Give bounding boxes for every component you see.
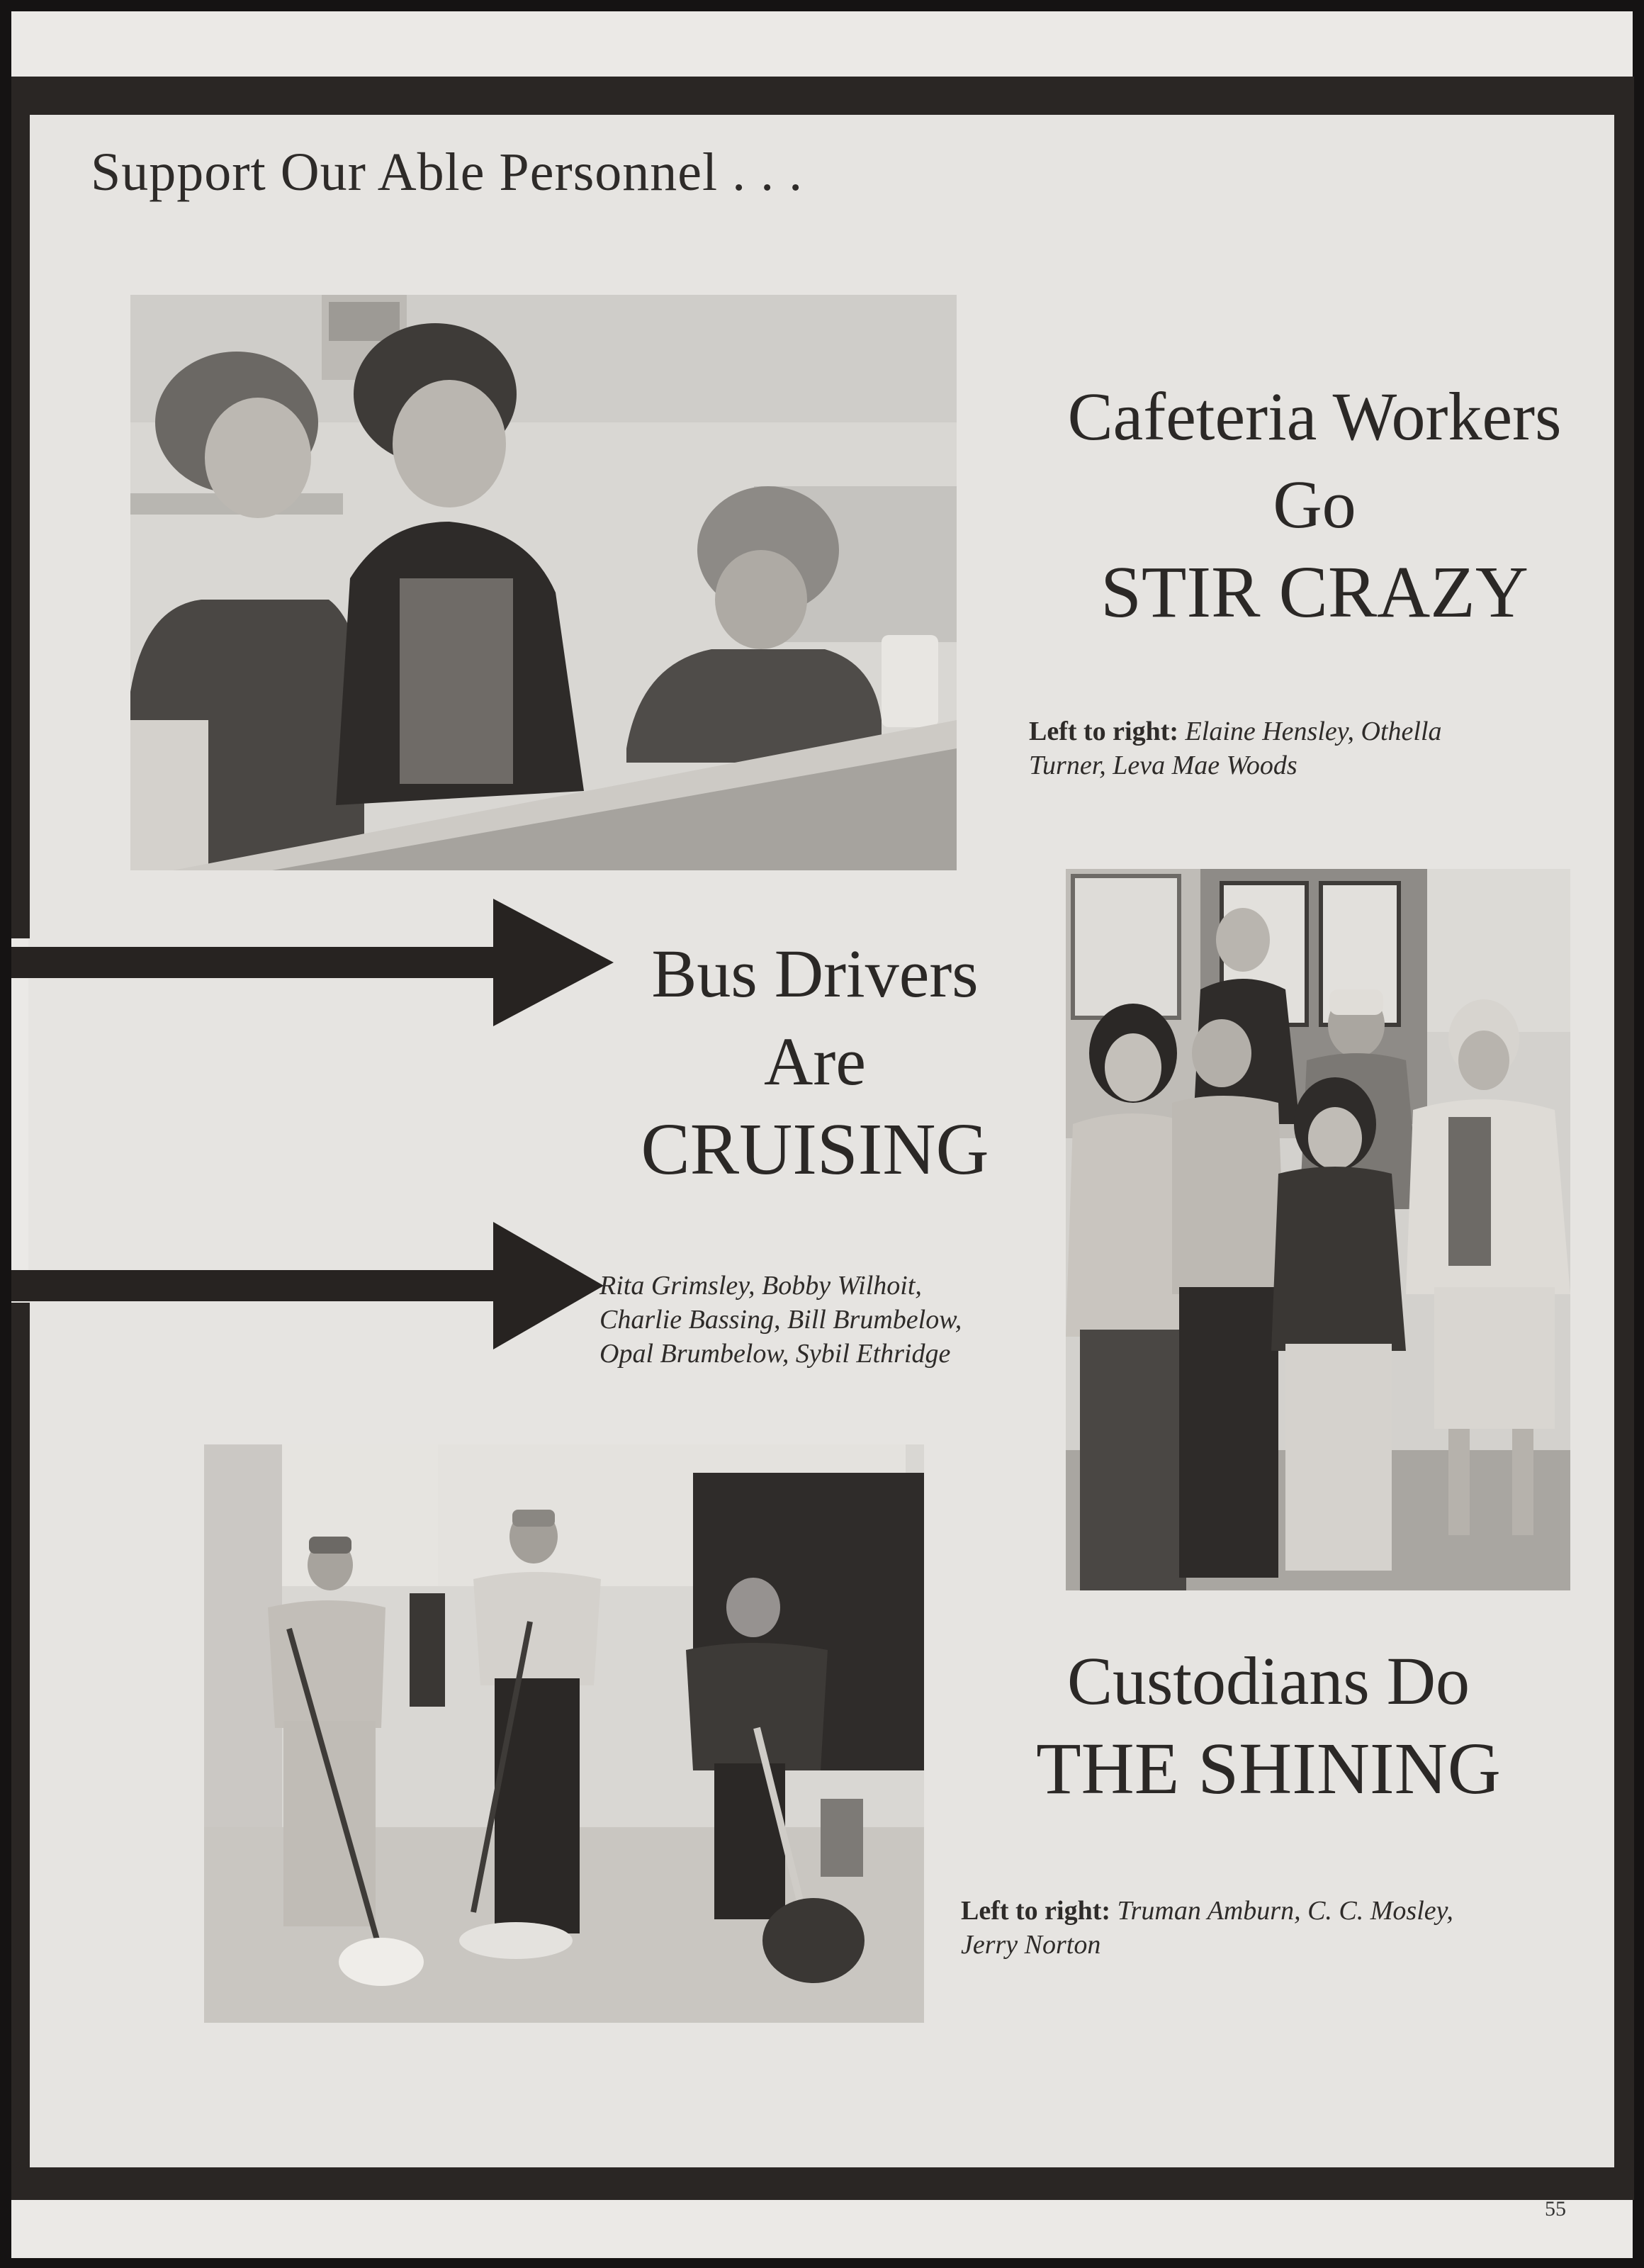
cafeteria-caption-line1	[1029, 714, 1603, 748]
cafeteria-caption-names-1: Elaine Hensley, Othella	[1185, 717, 1442, 746]
bus-heading-line1: Bus Drivers	[651, 936, 979, 1011]
page-number: 55	[1545, 2197, 1566, 2221]
right-border-bar	[1614, 77, 1634, 2200]
bus-caption	[599, 1269, 1039, 1371]
cafeteria-caption-lead: Left to right:	[1029, 717, 1179, 746]
cafeteria-heading-line2: Go	[1273, 466, 1356, 542]
custodians-caption-line1	[961, 1894, 1573, 1928]
custodians-caption	[961, 1894, 1573, 1962]
scan-edge-top	[0, 0, 1644, 11]
custodians-heading-line1: Custodians Do	[1066, 1643, 1470, 1719]
cafeteria-caption-names-2: Turner, Leva Mae Woods	[1029, 751, 1297, 780]
bus-heading	[602, 930, 1028, 1194]
cafeteria-caption	[1029, 714, 1603, 782]
arrow-lower	[11, 1222, 604, 1349]
page-header: Support Our Able Personnel . . .	[91, 142, 804, 202]
cafeteria-heading-line3: STIR CRAZY	[1100, 551, 1528, 633]
top-border-bar	[11, 77, 1634, 115]
custodians-caption-line2	[961, 1928, 1573, 1962]
cafeteria-heading-line1: Cafeteria Workers	[1067, 378, 1562, 454]
custodians-photo	[204, 1444, 924, 2023]
bus-caption-text-2: Charlie Bassing, Bill Brumbelow,	[599, 1305, 962, 1335]
custodians-caption-names-2: Jerry Norton	[961, 1930, 1101, 1960]
left-border-bar-lower	[11, 1303, 30, 2200]
arrow-upper	[11, 899, 614, 1026]
bus-caption-text-1: Rita Grimsley, Bobby Wilhoit,	[599, 1271, 922, 1301]
custodians-caption-lead: Left to right:	[961, 1896, 1111, 1926]
left-border-bar-upper	[11, 77, 30, 938]
scan-edge-bottom	[0, 2258, 1644, 2268]
custodians-caption-names-1: Truman Amburn, C. C. Mosley,	[1117, 1896, 1453, 1926]
bus-caption-line3	[599, 1337, 1039, 1371]
bottom-border-bar	[11, 2167, 1634, 2200]
bus-heading-line3: CRUISING	[641, 1108, 989, 1190]
custodians-heading	[964, 1637, 1573, 1813]
bus-caption-text-3: Opal Brumbelow, Sybil Ethridge	[599, 1339, 951, 1369]
bus-caption-line1	[599, 1269, 1039, 1303]
cafeteria-workers-photo	[130, 295, 957, 870]
cafeteria-heading	[1013, 373, 1616, 636]
bus-drivers-photo	[1066, 869, 1570, 1590]
bus-heading-line2: Are	[764, 1023, 866, 1099]
custodians-heading-line2: THE SHINING	[1036, 1728, 1501, 1809]
scan-edge-right	[1633, 0, 1644, 2268]
scan-edge-left	[0, 0, 11, 2268]
bus-caption-line2	[599, 1303, 1039, 1337]
cafeteria-caption-line2	[1029, 748, 1603, 782]
